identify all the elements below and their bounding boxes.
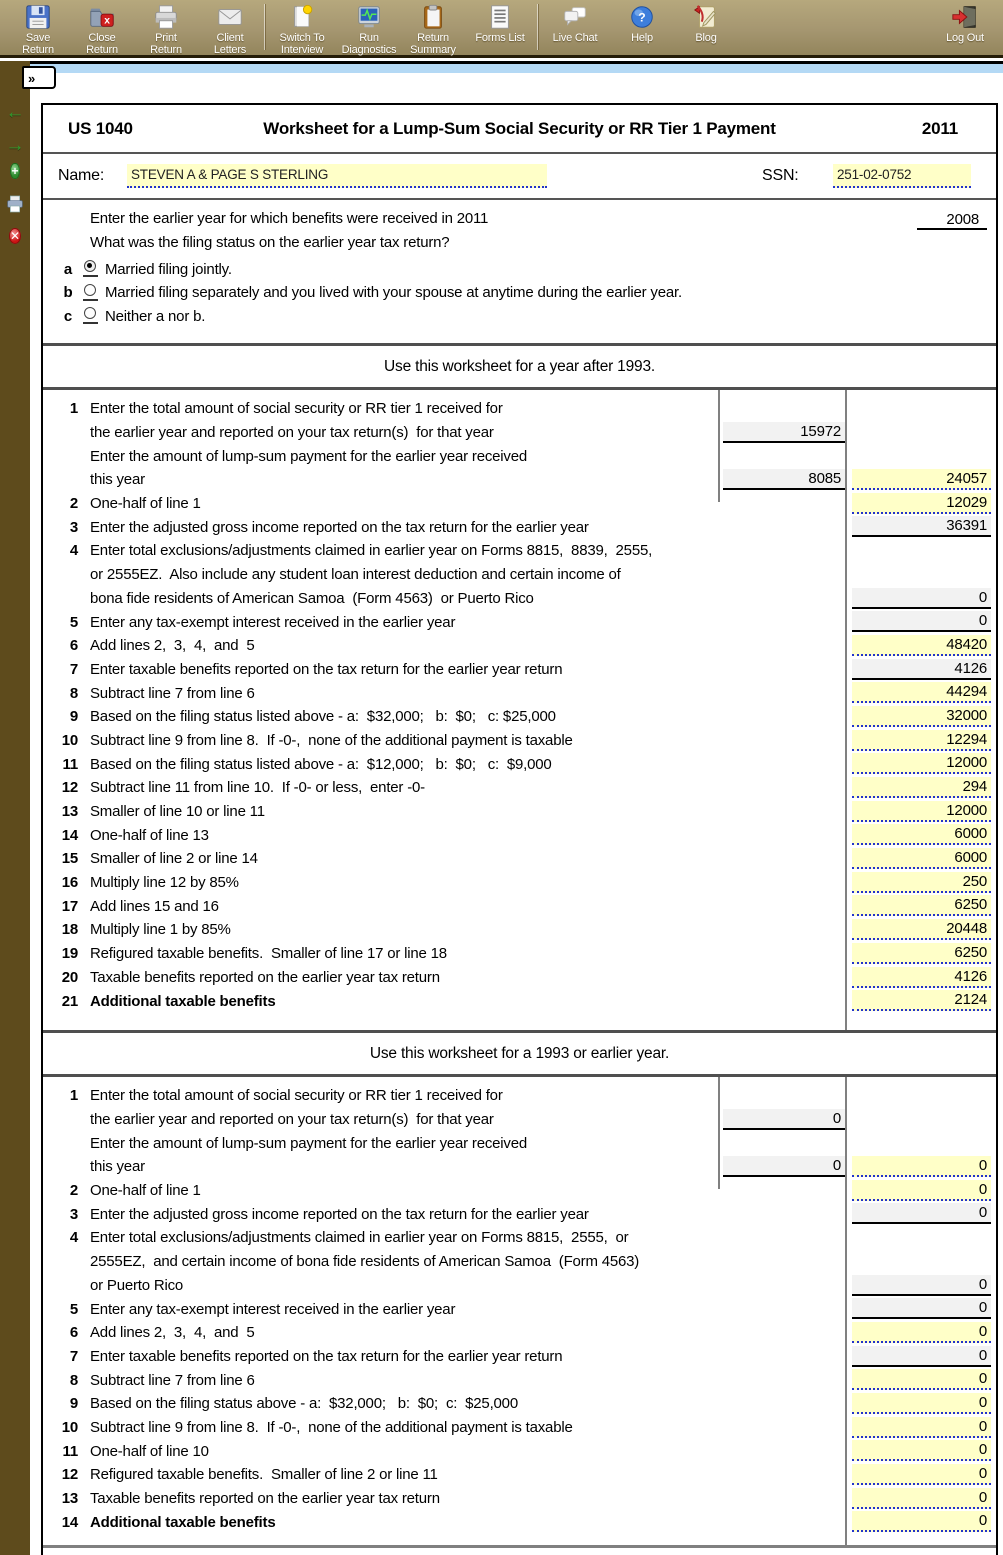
ws1-line-15-row xyxy=(43,847,996,871)
ws2-line-1-row xyxy=(43,1108,996,1132)
line-number: 18 xyxy=(61,921,78,939)
live-chat-button[interactable] xyxy=(540,0,610,44)
radio-unselected-icon[interactable] xyxy=(83,283,98,303)
toolbar-button-label: Live Chat xyxy=(552,32,598,44)
ws1-line-1-amount-field[interactable]: 15972 xyxy=(723,422,845,443)
ws1-line-6-row xyxy=(43,634,996,658)
ws1-line-1-row xyxy=(43,444,996,468)
line-number: 10 xyxy=(61,731,78,749)
ws1-line-3-value-field[interactable]: 36391 xyxy=(852,516,991,537)
client-letters-button[interactable] xyxy=(198,0,262,56)
envelope-icon xyxy=(216,3,244,31)
print-return-button[interactable] xyxy=(134,0,198,56)
ws1-line-20-row xyxy=(43,966,996,990)
line-text: the earlier year and reported on your tax return(s) for that year xyxy=(90,1111,494,1129)
add-form-button[interactable] xyxy=(0,162,30,180)
line-text: Add lines 2, 3, 4, and 5 xyxy=(90,637,255,655)
toolbar-button-label: Log Out xyxy=(946,32,984,44)
ws1-line-17-value-field: 6250 xyxy=(852,895,991,916)
ws1-line-19-value-field: 6250 xyxy=(852,943,991,964)
ws1-line-16-value-field: 250 xyxy=(852,872,991,893)
back-arrow-icon: ← xyxy=(5,102,25,123)
filing-status-option-b[interactable] xyxy=(61,281,682,305)
ws1-line-4-value-field[interactable]: 0 xyxy=(852,588,991,609)
line-number: 19 xyxy=(61,945,78,963)
ws2-line-5-value-field[interactable]: 0 xyxy=(852,1298,991,1319)
ws2-line-6-value-field: 0 xyxy=(852,1322,991,1343)
line-text: or 2555EZ. Also include any student loan interest deduction and certain income of xyxy=(90,566,621,584)
ws1-line-21-value-field: 2124 xyxy=(852,990,991,1011)
toolbar-button-label: Client Letters xyxy=(213,32,247,56)
worksheet-after-1993 xyxy=(43,390,996,1030)
ws2-line-1-row xyxy=(43,1131,996,1155)
option-key: c xyxy=(63,307,73,325)
ws2-line-4-value-field[interactable]: 0 xyxy=(852,1275,991,1296)
line-number: 20 xyxy=(61,968,78,986)
earlier-year-prompt: Enter the earlier year for which benefits were received in 2011 xyxy=(90,210,489,227)
left-sidebar xyxy=(0,61,30,1555)
blog-scroll-icon xyxy=(692,3,720,31)
ws1-line-10-row xyxy=(43,729,996,753)
ws1-line-4-row xyxy=(43,563,996,587)
line-number: 9 xyxy=(69,708,78,726)
ws1-line-6-value-field: 48420 xyxy=(852,635,991,656)
filing-status-block xyxy=(43,200,996,343)
line-text: Subtract line 9 from line 8. If -0-, none of the additional payment is taxable xyxy=(90,731,573,749)
forward-arrow-icon: → xyxy=(5,135,25,156)
ws2-line-1-value-field: 0 xyxy=(852,1156,991,1177)
line-number: 4 xyxy=(69,542,78,560)
line-number: 13 xyxy=(61,803,78,821)
ws1-line-1-amount-field[interactable]: 8085 xyxy=(723,469,845,490)
ws1-line-9-row xyxy=(43,705,996,729)
line-text: Additional taxable benefits xyxy=(90,992,276,1010)
ws1-line-1-value-field: 24057 xyxy=(852,469,991,490)
line-number: 3 xyxy=(69,1205,78,1223)
ws2-line-1-amount-field[interactable]: 0 xyxy=(723,1109,845,1130)
line-text: this year xyxy=(90,471,145,489)
line-text: Smaller of line 10 or line 11 xyxy=(90,803,265,821)
ssn-field[interactable]: 251-02-0752 xyxy=(833,164,971,188)
line-text: Enter any tax-exempt interest received in the earlier year xyxy=(90,613,456,631)
ws1-line-18-row xyxy=(43,918,996,942)
toolbar-button-label: Forms List xyxy=(475,32,525,44)
toolbar-button-label: Switch To Interview xyxy=(279,32,325,56)
line-text: Enter taxable benefits reported on the tax return for the earlier year return xyxy=(90,1347,563,1365)
ws1-line-15-value-field: 6000 xyxy=(852,848,991,869)
worksheet2-heading xyxy=(43,1030,996,1077)
line-number: 14 xyxy=(61,826,78,844)
worksheet1-heading-text: Use this worksheet for a year after 1993. xyxy=(384,358,655,375)
line-number: 7 xyxy=(69,660,78,678)
ws2-line-10-value-field: 0 xyxy=(852,1417,991,1438)
line-number: 4 xyxy=(69,1229,78,1247)
delete-circle-icon: ✕ xyxy=(9,229,21,243)
line-text: Enter the adjusted gross income reported on the tax return for the earlier year xyxy=(90,1205,589,1223)
worksheet2-heading-text: Use this worksheet for a 1993 or earlier year. xyxy=(369,1045,670,1062)
ws1-line-1-row xyxy=(43,421,996,445)
ws2-line-9-value-field: 0 xyxy=(852,1393,991,1414)
line-text: Add lines 2, 3, 4, and 5 xyxy=(90,1324,255,1342)
clipboard-icon xyxy=(419,3,447,31)
ws2-line-14-value-field: 0 xyxy=(852,1511,991,1532)
run-diagnostics-button[interactable] xyxy=(337,0,401,56)
filing-status-option-c[interactable] xyxy=(61,304,205,328)
ws2-line-12-row xyxy=(43,1463,996,1487)
line-number: 17 xyxy=(61,897,78,915)
name-ssn-row xyxy=(43,154,996,200)
log-out-button[interactable] xyxy=(933,0,997,44)
line-text: Subtract line 11 from line 10. If -0- or less, enter -0- xyxy=(90,779,425,797)
line-text: Enter the adjusted gross income reported on the tax return for the earlier year xyxy=(90,518,589,536)
line-text: Subtract line 7 from line 6 xyxy=(90,684,255,702)
earlier-year-field[interactable]: 2008 xyxy=(917,210,987,230)
line-number: 13 xyxy=(61,1490,78,1508)
line-text: 2555EZ, and certain income of bona fide residents of American Samoa (Form 4563) xyxy=(90,1253,640,1271)
ws2-line-11-row xyxy=(43,1439,996,1463)
line-number: 11 xyxy=(62,1442,78,1460)
line-text: Enter the total amount of social security or RR tier 1 received for xyxy=(90,1087,503,1105)
line-text: One-half of line 1 xyxy=(90,1182,201,1200)
svg-text:x: x xyxy=(104,15,110,27)
ws1-line-16-row xyxy=(43,871,996,895)
interview-page-icon xyxy=(288,3,316,31)
line-number: 3 xyxy=(69,518,78,536)
line-text: bona fide residents of American Samoa (Form 4563) or Puerto Rico xyxy=(90,589,534,607)
ws1-line-8-value-field: 44294 xyxy=(852,682,991,703)
ws2-line-7-row xyxy=(43,1345,996,1369)
ws1-line-8-row xyxy=(43,681,996,705)
option-key: a xyxy=(63,260,73,278)
line-number: 7 xyxy=(69,1347,78,1365)
line-text: the earlier year and reported on your tax return(s) for that year xyxy=(90,424,494,442)
ws1-line-11-row xyxy=(43,752,996,776)
switch-to-interview-button[interactable] xyxy=(267,0,337,56)
line-number: 11 xyxy=(62,755,78,773)
ws1-line-5-row xyxy=(43,610,996,634)
line-number: 5 xyxy=(69,613,78,631)
ws1-line-20-value-field: 4126 xyxy=(852,967,991,988)
line-text: or Puerto Rico xyxy=(90,1276,184,1294)
toolbar-separator xyxy=(264,4,265,50)
line-text: Taxable benefits reported on the earlier year tax return xyxy=(90,1490,440,1508)
line-text: Enter the amount of lump-sum payment for the earlier year received xyxy=(90,447,528,465)
ws1-line-7-value-field[interactable]: 4126 xyxy=(852,659,991,680)
line-text: Enter total exclusions/adjustments claimed in earlier year on Forms 8815, 8839, 2555, xyxy=(90,542,653,560)
ws2-line-4-row xyxy=(43,1226,996,1250)
ws1-line-4-row xyxy=(43,539,996,563)
diagnostics-monitor-icon xyxy=(355,3,383,31)
line-text: Smaller of line 2 or line 14 xyxy=(90,850,258,868)
line-text: Based on the filing status listed above - a: $32,000; b: $0; c: $25,000 xyxy=(90,708,556,726)
ws1-line-2-row xyxy=(43,492,996,516)
chat-bubbles-icon xyxy=(561,3,589,31)
top-strip xyxy=(30,64,1003,73)
ws2-line-3-row xyxy=(43,1202,996,1226)
ws2-line-13-value-field: 0 xyxy=(852,1488,991,1509)
ws1-line-13-value-field: 12000 xyxy=(852,801,991,822)
line-text: Enter total exclusions/adjustments claimed in earlier year on Forms 8815, 2555, or xyxy=(90,1229,629,1247)
ws1-line-10-value-field: 12294 xyxy=(852,730,991,751)
line-number: 5 xyxy=(69,1300,78,1318)
ws2-line-8-row xyxy=(43,1368,996,1392)
toolbar-button-label: Save Return xyxy=(22,32,54,56)
ws2-line-12-value-field: 0 xyxy=(852,1464,991,1485)
line-text: One-half of line 13 xyxy=(90,826,209,844)
svg-text:?: ? xyxy=(638,10,646,25)
nav-forward-button[interactable] xyxy=(0,137,30,156)
line-number: 14 xyxy=(61,1513,78,1531)
toolbar-button-label: Help xyxy=(631,32,653,44)
name-label: Name: xyxy=(58,167,105,184)
line-number: 12 xyxy=(61,1466,78,1484)
ws2-line-10-row xyxy=(43,1416,996,1440)
ws2-line-7-value-field[interactable]: 0 xyxy=(852,1346,991,1367)
line-text: Refigured taxable benefits. Smaller of line 2 or line 11 xyxy=(90,1466,438,1484)
filing-status-option-a[interactable] xyxy=(61,257,232,281)
option-label: Married filing jointly. xyxy=(105,260,232,278)
ws1-line-19-row xyxy=(43,942,996,966)
ws2-line-4-row xyxy=(43,1250,996,1274)
toolbar-separator xyxy=(537,4,538,50)
worksheet-1993-or-earlier xyxy=(43,1077,996,1548)
ws1-line-18-value-field: 20448 xyxy=(852,919,991,940)
radio-unselected-icon[interactable] xyxy=(83,306,98,326)
forms-list-icon xyxy=(486,3,514,31)
print-icon xyxy=(152,3,180,31)
nav-back-button[interactable] xyxy=(0,104,30,123)
ws2-line-14-row xyxy=(43,1510,996,1534)
ws1-line-5-value-field[interactable]: 0 xyxy=(852,611,991,632)
close-return-button[interactable] xyxy=(70,0,134,56)
toolbar-button-label: Close Return xyxy=(86,32,118,56)
close-return-icon xyxy=(88,3,116,31)
line-text: One-half of line 10 xyxy=(90,1442,209,1460)
ws1-line-7-row xyxy=(43,658,996,682)
line-number: 2 xyxy=(69,495,78,513)
help-button[interactable] xyxy=(610,0,674,44)
option-label: Married filing separately and you lived with your spouse at anytime during the earlier year. xyxy=(105,284,682,302)
line-text: Subtract line 9 from line 8. If -0-, none of the additional payment is taxable xyxy=(90,1418,573,1436)
line-text: Enter the total amount of social security or RR tier 1 received for xyxy=(90,400,503,418)
save-icon xyxy=(24,3,52,31)
line-number: 9 xyxy=(69,1395,78,1413)
form-title: Worksheet for a Lump-Sum Social Security or RR Tier 1 Payment xyxy=(263,119,776,138)
ws1-line-17-row xyxy=(43,894,996,918)
line-text: Multiply line 12 by 85% xyxy=(90,874,239,892)
line-number: 21 xyxy=(61,992,78,1010)
ws2-line-9-row xyxy=(43,1392,996,1416)
toolbar-button-label: Run Diagnostics xyxy=(341,32,397,56)
line-text: One-half of line 1 xyxy=(90,495,201,513)
line-number: 8 xyxy=(69,1371,78,1389)
ws1-line-1-row xyxy=(43,468,996,492)
line-number: 16 xyxy=(61,874,78,892)
line-number: 1 xyxy=(69,400,78,418)
line-text: Add lines 15 and 16 xyxy=(90,897,219,915)
line-text: Based on the filing status above - a: $32,000; b: $0; c: $25,000 xyxy=(90,1395,518,1413)
ssn-label: SSN: xyxy=(762,167,799,184)
ws2-line-4-row xyxy=(43,1274,996,1298)
line-text: Enter any tax-exempt interest received in the earlier year xyxy=(90,1300,456,1318)
line-number: 6 xyxy=(69,637,78,655)
name-field[interactable]: STEVEN A & PAGE S STERLING xyxy=(127,164,547,188)
ws2-line-13-row xyxy=(43,1487,996,1511)
line-text: Based on the filing status listed above - a: $12,000; b: $0; c: $9,000 xyxy=(90,755,552,773)
worksheet-page xyxy=(41,103,998,1555)
ws2-line-1-amount-field[interactable]: 0 xyxy=(723,1156,845,1177)
return-summary-button[interactable] xyxy=(401,0,465,56)
ws2-line-6-row xyxy=(43,1321,996,1345)
line-number: 1 xyxy=(69,1087,78,1105)
print-page-icon xyxy=(5,201,25,218)
filing-status-question: What was the filing status on the earlier year tax return? xyxy=(90,234,450,251)
line-text: Taxable benefits reported on the earlier year tax return xyxy=(90,968,440,986)
radio-selected-icon[interactable] xyxy=(83,259,98,279)
ws1-line-12-row xyxy=(43,776,996,800)
line-number: 8 xyxy=(69,684,78,702)
line-text: Subtract line 7 from line 6 xyxy=(90,1371,255,1389)
blog-button[interactable] xyxy=(674,0,738,44)
print-page-button[interactable] xyxy=(0,194,30,219)
ws1-line-4-row xyxy=(43,587,996,611)
ws2-line-2-row xyxy=(43,1179,996,1203)
option-key: b xyxy=(63,284,73,302)
line-text: Enter taxable benefits reported on the tax return for the earlier year return xyxy=(90,660,563,678)
add-circle-icon: + xyxy=(11,164,19,178)
ws2-line-11-value-field: 0 xyxy=(852,1440,991,1461)
ws1-line-12-value-field: 294 xyxy=(852,777,991,798)
ws2-line-1-row xyxy=(43,1155,996,1179)
toolbar-button-label: Return Summary xyxy=(410,32,456,56)
line-number: 15 xyxy=(61,850,78,868)
ws2-line-1-row xyxy=(43,1084,996,1108)
help-icon xyxy=(628,3,656,31)
line-text: Enter the amount of lump-sum payment for the earlier year received xyxy=(90,1134,528,1152)
worksheet1-heading xyxy=(43,343,996,390)
ws2-line-3-value-field[interactable]: 0 xyxy=(852,1203,991,1224)
line-number: 10 xyxy=(61,1418,78,1436)
option-label: Neither a nor b. xyxy=(105,307,206,325)
save-return-button[interactable] xyxy=(6,0,70,56)
ws2-line-8-value-field: 0 xyxy=(852,1369,991,1390)
line-text: this year xyxy=(90,1158,145,1176)
ws1-line-11-value-field: 12000 xyxy=(852,753,991,774)
toolbar-button-label: Print Return xyxy=(150,32,182,56)
ws1-line-14-row xyxy=(43,823,996,847)
ws1-line-21-row xyxy=(43,989,996,1013)
line-text: Multiply line 1 by 85% xyxy=(90,921,231,939)
ws2-line-2-value-field: 0 xyxy=(852,1180,991,1201)
form-id: US 1040 xyxy=(68,119,133,138)
expand-panel-tab[interactable]: » xyxy=(22,66,56,89)
ws1-line-3-row xyxy=(43,515,996,539)
ws1-line-9-value-field: 32000 xyxy=(852,706,991,727)
line-number: 6 xyxy=(69,1324,78,1342)
form-header xyxy=(43,105,996,154)
logout-door-icon xyxy=(951,3,979,31)
line-number: 2 xyxy=(69,1182,78,1200)
ws2-line-5-row xyxy=(43,1297,996,1321)
line-text: Additional taxable benefits xyxy=(90,1513,276,1531)
line-number: 12 xyxy=(61,779,78,797)
ws1-line-2-value-field: 12029 xyxy=(852,493,991,514)
toolbar-button-label: Blog xyxy=(695,32,717,44)
forms-list-button[interactable] xyxy=(465,0,535,44)
ws1-line-14-value-field: 6000 xyxy=(852,824,991,845)
main-toolbar xyxy=(0,0,1003,58)
ws1-line-1-row xyxy=(43,397,996,421)
ws1-line-13-row xyxy=(43,800,996,824)
form-year: 2011 xyxy=(921,119,958,138)
close-form-button[interactable] xyxy=(0,227,30,245)
line-text: Refigured taxable benefits. Smaller of line 17 or line 18 xyxy=(90,945,447,963)
